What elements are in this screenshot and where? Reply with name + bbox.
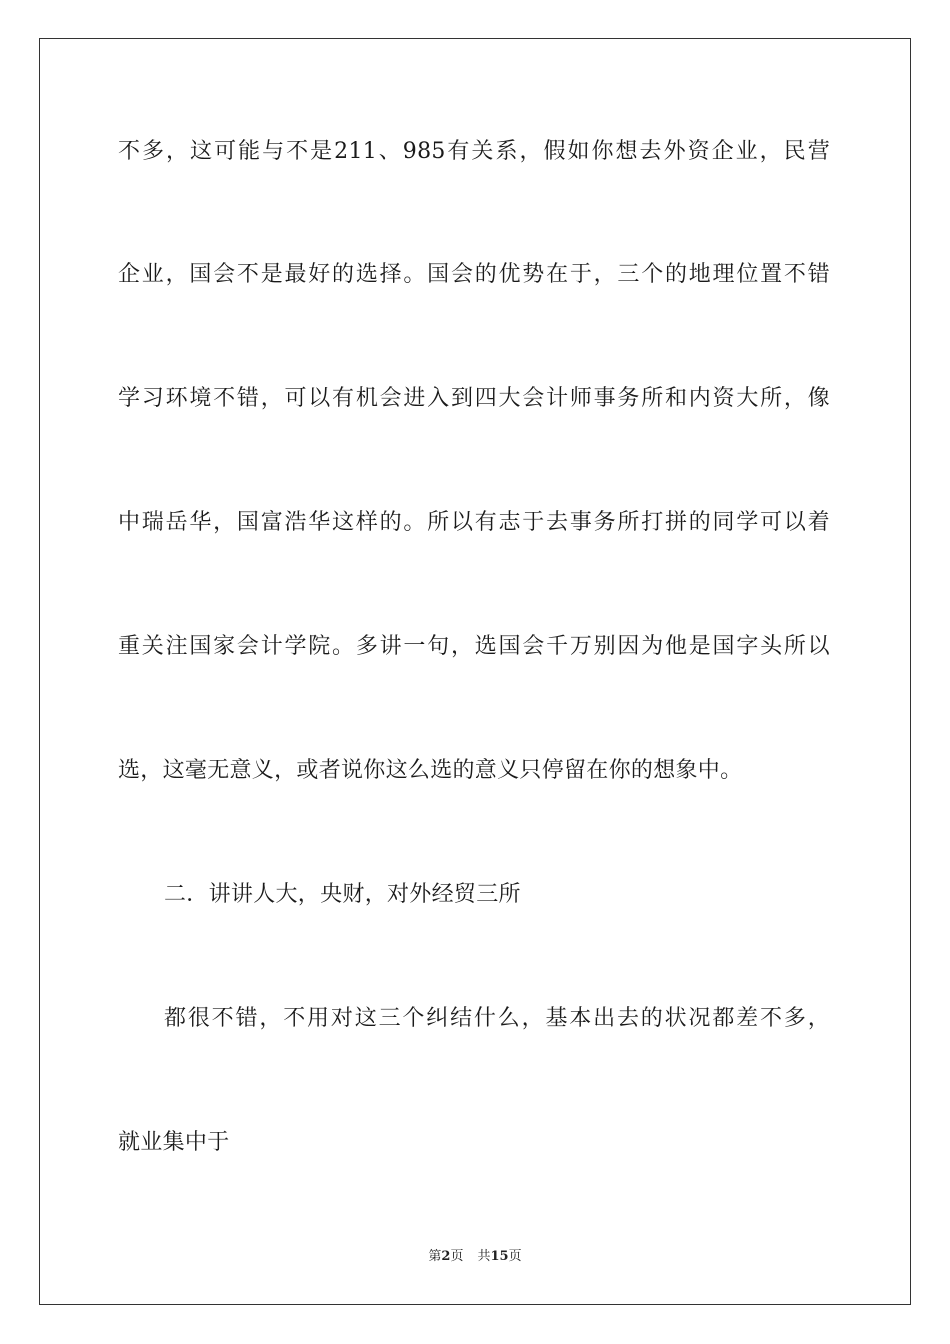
footer-total-prefix: 共 [477,1249,491,1264]
footer-total-suffix: 页 [508,1249,522,1264]
footer-page-number: 2 [441,1249,451,1264]
body-text-line: 都很不错，不用对这三个纠结什么，基本出去的状况都差不多， [164,1006,830,1031]
footer-page-suffix: 页 [450,1249,464,1264]
section-heading: 二．讲讲人大，央财，对外经贸三所 [164,882,521,907]
footer-page-prefix: 第 [428,1249,442,1264]
body-text-line: 就业集中于 [118,1130,230,1155]
body-text-line: 不多，这可能与不是211、985有关系，假如你想去外资企业，民营 [118,139,830,164]
body-text-line: 重关注国家会计学院。多讲一句，选国会千万别因为他是国字头所以 [118,634,830,659]
body-text-line: 中瑞岳华，国富浩华这样的。所以有志于去事务所打拼的同学可以着 [118,510,830,535]
footer-total-pages: 15 [490,1249,509,1264]
body-text-line: 选，这毫无意义，或者说你这么选的意义只停留在你的想象中。 [118,758,743,783]
body-text-line: 学习环境不错，可以有机会进入到四大会计师事务所和内资大所，像 [118,386,830,411]
body-text-line: 企业，国会不是最好的选择。国会的优势在于，三个的地理位置不错 [118,262,830,287]
page-border [39,38,911,1305]
page-footer [0,1248,950,1266]
